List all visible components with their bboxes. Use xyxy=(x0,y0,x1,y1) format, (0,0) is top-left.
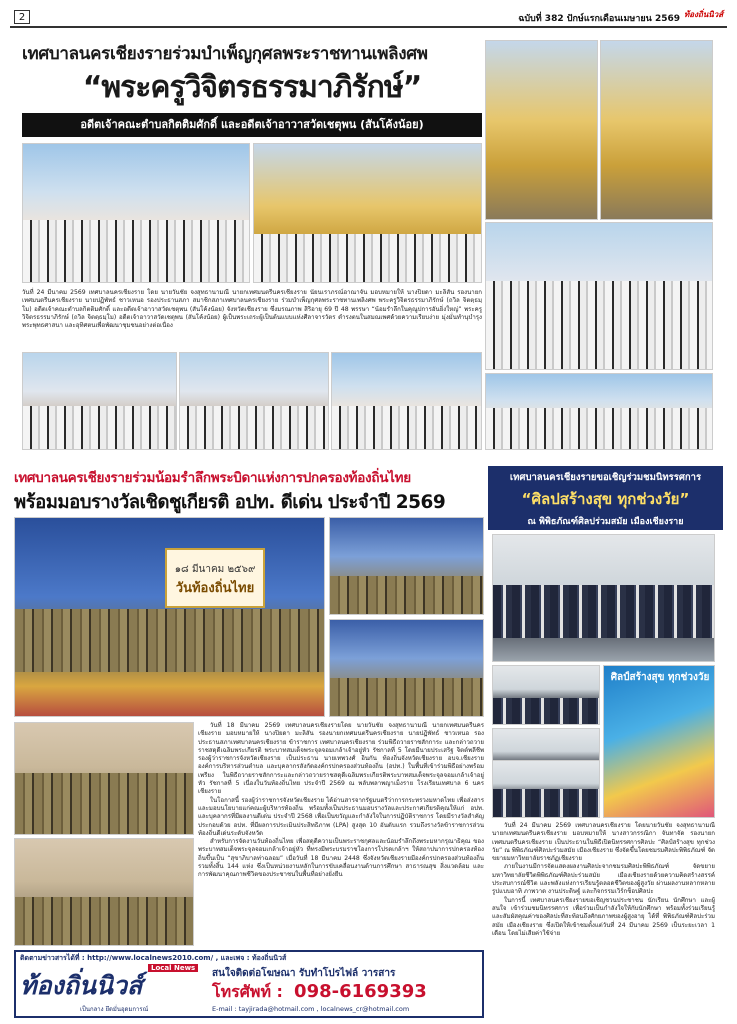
story3-paragraph-3: ในการนี้ เทศบาลนครเชียงรายขอเชิญชวนประชาชน นักเรียน นักศึกษา และผู้สนใจ เข้าร่วมชมนิทรรศการ เพื่อร่วมเป็นกำลังใจให้กับนักศึกษา พร้อมทั้งร่วมเรียนรู้และสัมผัสคุณค่าของศิลปะที่สะท้อนถึงศักยภาพของผู้สูงอายุ ได้ที่ พิพิธภัณฑ์ศิลปะร่วมสมัย เมืองเชียงราย ซึ่งเปิดให้เข้าชมตั้งแต่วันที่ 24 มีนาคม 2569 เป็นระยะเวลา 1 เดือน โดยไม่เสียค่าใช้จ่าย xyxy=(492,896,715,937)
ceremony-photo-2 xyxy=(253,143,482,283)
ad-box xyxy=(14,950,484,1018)
exhibition-photo-1 xyxy=(492,665,600,725)
story3-paragraph-1: วันที่ 24 มีนาคม 2569 เทศบาลนครเชียงราย โดยนายวันชัย จงสุทธานามณี นายกเทศมนตรีนครเชียงราย มอบหมายให้ นางสาวกรรณิกา จันทาจัด รองนายกเทศมนตรีนครเชียงราย เป็นประธานในพิธีเปิดนิทรรศการศิลปะ “ศิลป์สร้างสุข ทุกช่วงวัย” ณ พิพิธภัณฑ์ศิลปะร่วมสมัย เมืองเชียงราย ซึ่งจัดขึ้นโดยชมรมศิลปะพิพิธภัณฑ์ จัดขยายมหาวิทยาลัยราชภัฏเชียงราย xyxy=(492,822,715,863)
ad-phone-number: 098-6169393 xyxy=(294,981,427,1002)
award-photo-2 xyxy=(329,619,484,717)
stage-banner-title: วันท้องถิ่นไทย xyxy=(175,581,255,596)
story2-paragraph-2: ในโอกาสนี้ รองผู้ว่าราชการจังหวัดเชียงราย ได้อ่านสารจากรัฐมนตรีว่าการกระทรวงมหาดไทย เพื่อส่งสารและมอบนโยบายแก่คณะผู้บริหารท้องถิ่น พร้อมทั้งเป็นประธานมอบรางวัลและประกาศเกียรติคุณให้แก่ อปท. และบุคลากรที่มีผลงานดีเด่น ประจำปี 2568 เพื่อเป็นขวัญและกำลังใจในการปฏิบัติราชการ โดยมีรางวัลสำคัญประกอบด้วย อปท. ที่มีผลการประเมินประสิทธิภาพ (LPA) สูงสุด 10 อันดับแรก รวมถึงรางวัลข้าราชการส่วนท้องถิ่นดีเด่นระดับจังหวัด xyxy=(198,796,484,837)
ceremony-photo-4 xyxy=(179,352,329,450)
ad-phone-label: โทรศัพท์ : xyxy=(212,982,283,1001)
exhibition-group-photo xyxy=(492,534,715,662)
local-day-stage-photo xyxy=(14,517,325,717)
officials-photo-2 xyxy=(14,838,194,946)
ad-logo-main: ท้องถิ่นนิวส์ xyxy=(20,971,143,1000)
story1-headline: “พระครูวิจิตรธรรมาภิรักษ์” xyxy=(82,70,422,105)
ceremony-photo-6 xyxy=(485,222,713,370)
story3-title: เทศบาลนครเชียงรายขอเชิญร่วมชมนิทรรศการ xyxy=(509,472,702,483)
story2-title: เทศบาลนครเชียงรายร่วมน้อมรำลึกพระบิดาแห่งการปกครองท้องถิ่นไทย xyxy=(14,470,411,486)
stage-banner-date: ๑๘ มีนาคม ๒๕๖๙ xyxy=(174,564,256,575)
ad-phone-row xyxy=(212,980,482,1002)
story1-subtitle: อดีตเจ้าคณะตำบลกิตติมศักดิ์ และอดีตเจ้าอาวาสวัดเชตุพน (สันโค้งน้อย) xyxy=(22,113,482,137)
cremation-pyre-photo-1 xyxy=(485,40,598,220)
page-number: 2 xyxy=(14,10,30,24)
page-header xyxy=(10,8,727,28)
story1-body: วันที่ 24 มีนาคม 2569 เทศบาลนครเชียงราย โดย นายวันชัย จงสุทธานามณี นายกเทศมนตรีนครเชียงราย นัยนเราภรณ์อาณาจัน มอบหมายให้ นางปิยดา มะลิสัน รองนายกเทศมนตรีนครเชียงราย นายปฏิพัทธ์ ชาวเหนอ รองประธานสภา สมาชิกสภาเทศบาลนครเชียงราย ร่วมบำเพ็ญกุศลพระราชทานเพลิงศพ พระครูวิจิตรธรรมาภิรักษ์ (ถวิล จิตตฺธมฺโม) อดีตเจ้าคณะตำบลกิตติมศักดิ์ และอดีตเจ้าอาวาสวัดเชตุพน (สันโค้งน้อย) จังหวัดเชียงราย ซึ่งมรณภาพ สิริอายุ 69 ปี 48 พรรษา “น้อมรำลึกในคุณูปการอันยิ่งใหญ่” พระครูวิจิตรธรรมาภิรักษ์ (ถวิล จิตตฺธมฺโม) อดีตเจ้าอาวาสวัดเชตุพน (สันโค้งน้อย) ผู้เป็นพระเถระผู้เป็นต้นแบบแห่งศีลาจารวัตร ดำรงตนในสมณเพศด้วยความเรียบง่าย มุ่งมั่นทำนุบำรุงพระพุทธศาสนา และอุทิศตนเพื่อพัฒนาชุมชนอย่างต่อเนื่อง xyxy=(22,289,482,330)
ad-logo-slogan: เป็นกลาง ยึดมั่นอุดมการณ์ xyxy=(80,1006,149,1013)
story3-venue: ณ พิพิธภัณฑ์ศิลปร่วมสมัย เมืองเชียงราย xyxy=(527,517,684,527)
ad-logo xyxy=(20,964,206,1016)
story3-paragraph-2: ภายในงานมีการจัดแสดงผลงานศิลปะจากชมรมศิลปะพิพิธภัณฑ์ จัดขยายมหาวิทยาลัยชีวิตพิพิธภัณฑ์ศิลปะร่วมสมัย เมืองเชียงรายด้วยความคิดสร้างสรรค์ ประสบการณ์ชีวิต และพลังแห่งการเรียนรู้ตลอดชีวิตของผู้สูงวัย ผ่านผลงานหลากหลายรูปแบบอาทิ ภาพวาด งานประดิษฐ์ และกิจกรรมเวิร์กช็อปศิลปะ xyxy=(492,863,715,896)
issue-info: ฉบับที่ 382 ปักษ์แรกเดือนเมษายน 2569 xyxy=(518,14,680,24)
ad-text: สนใจติดต่อโฆษณา รับทำโปรไฟล์ วารสาร xyxy=(212,968,396,979)
story1-title: เทศบาลนครเชียงรายร่วมบำเพ็ญกุศลพระราชทานเพลิงศพ xyxy=(22,44,428,64)
story3-header-box xyxy=(488,466,723,530)
ad-logo-tag: Local News xyxy=(148,964,198,972)
story3-headline: “ศิลปสร้างสุข ทุกช่วงวัย” xyxy=(521,490,690,508)
ceremony-photo-1 xyxy=(22,143,250,283)
ceremony-photo-3 xyxy=(22,352,177,450)
exhibition-poster xyxy=(603,665,715,818)
story2-body xyxy=(198,722,484,946)
header-logo: ท้องถิ่นนิวส์ xyxy=(684,10,724,19)
stage-banner xyxy=(165,548,265,608)
poster-title: ศิลป์สร้างสุข ทุกช่วงวัย xyxy=(610,672,710,683)
ceremony-photo-7 xyxy=(485,373,713,450)
exhibition-photo-3 xyxy=(492,760,600,818)
story2-headline: พร้อมมอบรางวัลเชิดชูเกียรติ อปท. ดีเด่น ประจำปี 2569 xyxy=(14,492,446,513)
ceremony-photo-5 xyxy=(331,352,482,450)
ad-contact: ติดตามข่าวสารได้ที่ : http://www.localnews2010.com/ , และเพจ : ท้องถิ่นนิวส์ xyxy=(20,954,287,962)
story2-paragraph-3: สำหรับการจัดงานวันท้องถิ่นไทย เพื่อสดุดีความเป็นพระราชกุศลและน้อมรำลึกถึงพระมหากรุณาธิคุณ ของ พระบาทสมเด็จพระจุลจอมเกล้าเจ้าอยู่หัว ที่ทรงมีพระบรมราชโองการโปรดเกล้าฯ ให้สถาปนาการปกครองท้องถิ่นขึ้นเป็น “สุขาภิบาลท่าฉลอม” เมื่อวันที่ 18 มีนาคม 2448 ซึ่งจังหวัดเชียงรายมีองค์กรปกครองส่วนท้องถิ่นรวมทั้งสิ้น 144 แห่ง ซึ่งเป็นหน่วยงานหลักในการขับเคลื่อนงานด้านการศึกษา สาธารณสุข สิ่งแวดล้อม และการพัฒนาคุณภาพชีวิตของประชาชนในพื้นที่อย่างยั่งยืน xyxy=(198,838,484,879)
cremation-pyre-photo-2 xyxy=(600,40,713,220)
award-photo-1 xyxy=(329,517,484,615)
story2-paragraph-1: วันที่ 18 มีนาคม 2569 เทศบาลนครเชียงรายโดย นายวันชัย จงสุทธานามณี นายกเทศมนตรีนครเชียงราย มอบหมายให้ นางปิยดา มะลิสัน รองนายกเทศมนตรีนครเชียงราย นายปฏิพัทธ์ ชาวเหนอ รองประธานสภาเทศบาลนครเชียงราย ข้าราชการ เทศบาลนครเชียงราย ร่วมพิธีถวายราชสักการะ และกล่าวถวายราชสดุดีเฉลิมพระเกียรติ พระบาทสมเด็จพระจุลจอมเกล้าเจ้าอยู่หัว รัชกาลที่ 5 โดยมีนายประเสริฐ จิตต์พลีชีพ รองผู้ว่าราชการจังหวัดเชียงราย เป็นประธาน นายเทพวงศ์ อินกัน ท้องถิ่นจังหวัดเชียงราย อบจ.เชียงราย องค์การบริหารส่วนตำบล และบุคลากรสังกัดองค์กรปกครองส่วนท้องถิ่น (อปท.) ในพื้นที่เข้าร่วมพิธีอย่างพร้อมเพรียง ในพิธีถวายราชสักการะและกล่าวถวายราชสดุดีเฉลิมพระเกียรติพระบาทสมเด็จพระจุลจอมเกล้าเจ้าอยู่หัว รัชกาลที่ 5 เนื่องในวันท้องถิ่นไทย ประจำปี 2569 ณ พลับพลาพญาเม็งราย โรงเรียนเทศบาล 6 นครเชียงราย xyxy=(198,722,484,796)
story3-body xyxy=(492,822,715,1012)
ad-email: E-mail : tayjirada@hotmail.com , localnews_cr@hotmail.com xyxy=(212,1005,410,1013)
officials-photo-1 xyxy=(14,722,194,835)
